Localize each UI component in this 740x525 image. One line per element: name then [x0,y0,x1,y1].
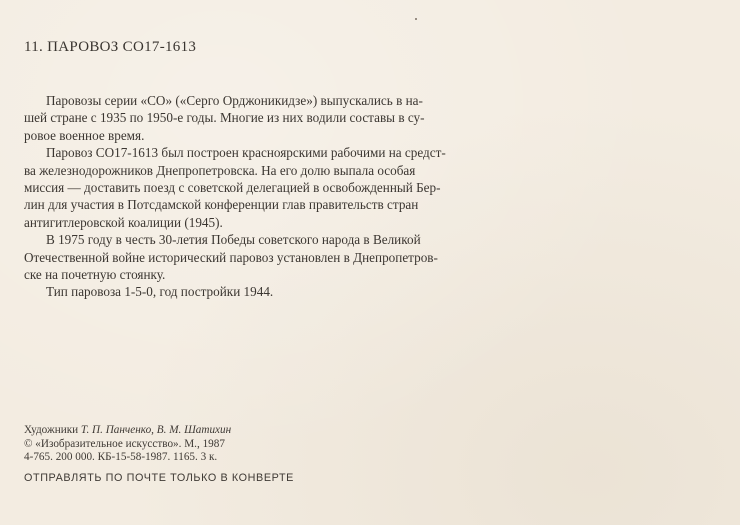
copyright-line: © «Изобразительное искусство». М., 1987 [24,437,225,450]
imprint-footer [24,424,294,485]
artists-credit [24,424,294,438]
paper-speck [415,18,417,20]
text-line: миссия — доставить поезд с советской делегацией в освобожденный Бер- [24,179,441,195]
text-line: В 1975 году в честь 30-летия Победы советского народа в Великой [46,232,421,248]
paragraph-type [24,283,564,300]
text-line: антигитлеровской коалиции (1945). [24,214,223,230]
text-line: Паровозы серии «СО» («Серго Орджоникидзе») выпускались в на- [46,93,423,108]
text-line: лин для участия в Потсдамской конференции глав правительств стран [24,197,419,213]
paragraph-series [24,92,564,144]
print-info-line: 4-765. 200 000. КБ-15-58-1987. 1165. 3 к. [24,451,218,464]
artists-label: Художники [24,424,79,436]
description-text [24,92,564,301]
text-line: Отечественной войне исторический паровоз установлен в Днепропетров- [24,249,438,265]
text-line: ровое военное время. [24,127,145,143]
text-line: ске на почетную стоянку. [24,266,166,282]
mailing-notice: ОТПРАВЛЯТЬ ПО ПОЧТЕ ТОЛЬКО В КОНВЕРТЕ [24,471,294,484]
artists-names: Т. П. Панченко, В. М. Шатихин [80,424,232,436]
text-line: Тип паровоза 1-5-0, год постройки 1944. [46,284,274,300]
text-line: шей стране с 1935 по 1950-е годы. Многие из них водили составы в су- [24,110,425,126]
text-line: Паровоз СО17-1613 был построен красноярскими рабочими на средст- [46,145,446,161]
paragraph-monument [24,231,564,283]
paragraph-locomotive-history [24,144,564,231]
text-line: ва железнодорожников Днепропетровска. На его долю выпала особая [24,162,416,178]
card-title: 11. ПАРОВОЗ СО17-1613 [24,39,197,55]
